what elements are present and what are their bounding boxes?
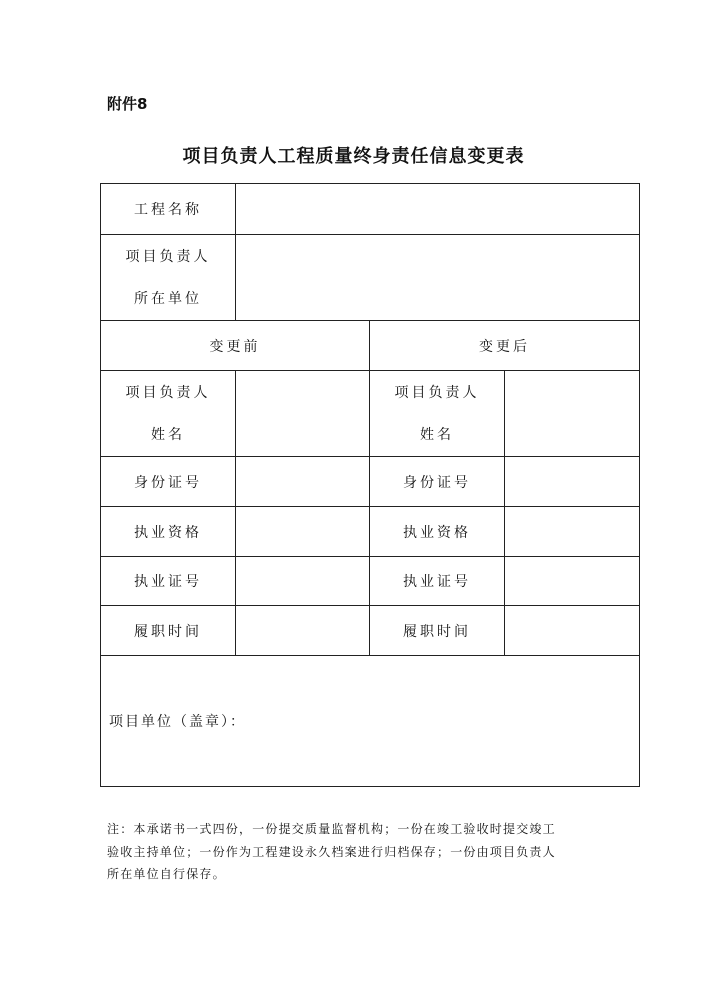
after-leader-name-label — [370, 371, 505, 457]
seal-label: 项目单位（盖章）： — [101, 656, 640, 787]
label-line2: 姓名 — [151, 426, 185, 443]
table-row — [101, 507, 640, 557]
leader-unit-row — [101, 235, 640, 321]
change-header-row — [101, 321, 640, 371]
page-title: 项目负责人工程质量终身责任信息变更表 — [182, 146, 525, 167]
leader-unit-field[interactable] — [236, 235, 640, 321]
table-row — [101, 606, 640, 656]
before-qualification-field[interactable] — [236, 507, 370, 557]
change-form-table — [100, 183, 640, 787]
before-leader-name-field[interactable] — [236, 371, 370, 457]
table-row — [101, 457, 640, 507]
footnote — [107, 818, 607, 886]
before-header: 变更前 — [101, 321, 370, 371]
label-line1: 项目负责人 — [394, 384, 480, 401]
project-name-field[interactable] — [236, 184, 640, 235]
footnote-line: 注：本承诺书一式四份，一份提交质量监督机构；一份在竣工验收时提交竣工 — [107, 822, 556, 836]
after-duty-period-label: 履职时间 — [370, 606, 505, 656]
project-name-row — [101, 184, 640, 235]
label-line2: 姓名 — [420, 426, 454, 443]
footnote-line: 验收主持单位；一份作为工程建设永久档案进行归档保存；一份由项目负责人 — [107, 844, 556, 859]
leader-unit-label-line1: 项目负责人 — [125, 248, 211, 265]
table-row — [101, 371, 640, 457]
before-duty-period-label: 履职时间 — [101, 606, 236, 656]
label-line1: 项目负责人 — [125, 384, 211, 401]
before-id-number-label: 身份证号 — [101, 457, 236, 507]
after-id-number-label: 身份证号 — [370, 457, 505, 507]
seal-row — [101, 656, 640, 787]
table-row — [101, 557, 640, 606]
after-license-number-label: 执业证号 — [370, 557, 505, 606]
after-qualification-field[interactable] — [505, 507, 640, 557]
project-name-label: 工程名称 — [101, 184, 236, 235]
footnote-line: 所在单位自行保存。 — [107, 867, 226, 881]
leader-unit-label-line2: 所在单位 — [134, 290, 202, 307]
after-license-number-field[interactable] — [505, 557, 640, 606]
before-duty-period-field[interactable] — [236, 606, 370, 656]
attachment-label: 附件8 — [107, 95, 148, 113]
before-license-number-field[interactable] — [236, 557, 370, 606]
before-qualification-label: 执业资格 — [101, 507, 236, 557]
before-license-number-label: 执业证号 — [101, 557, 236, 606]
after-qualification-label: 执业资格 — [370, 507, 505, 557]
after-header: 变更后 — [370, 321, 640, 371]
after-leader-name-field[interactable] — [505, 371, 640, 457]
before-id-number-field[interactable] — [236, 457, 370, 507]
after-id-number-field[interactable] — [505, 457, 640, 507]
after-duty-period-field[interactable] — [505, 606, 640, 656]
leader-unit-label — [101, 235, 236, 321]
before-leader-name-label — [101, 371, 236, 457]
